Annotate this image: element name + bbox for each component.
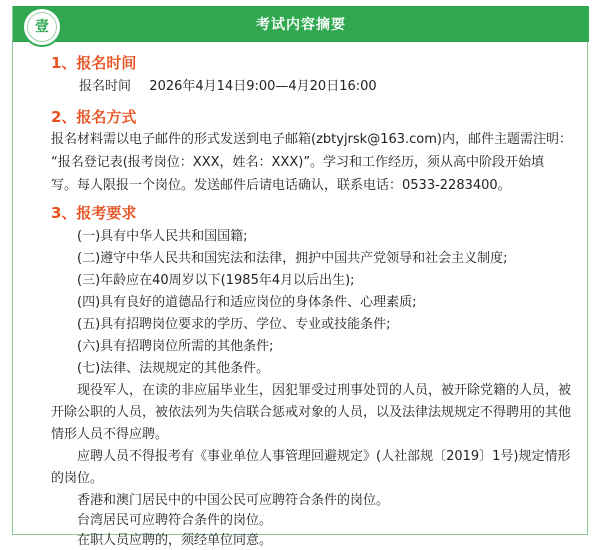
method-line-1: 报名材料需以电子邮件的形式发送到电子邮箱(zbtyjrsk@163.com)内，邮件主题需注明： (51, 132, 572, 147)
registration-time-label: 报名时间 (79, 79, 132, 94)
requirement-item-7: (七)法律、法规规定的其他条件。 (77, 361, 270, 376)
requirement-item-3: (三)年龄应在40周岁以下(1985年4月以后出生); (77, 273, 355, 288)
card-header (13, 6, 589, 42)
section-badge (22, 7, 62, 47)
employed-note: 在职人员应聘的，须经单位同意。 (77, 533, 273, 548)
military-note-line-3: 情形人员不得应聘。 (51, 427, 169, 442)
registration-time-value: 2026年4月14日9:00—4月20日16:00 (149, 79, 377, 94)
card-title: 考试内容摘要 (256, 17, 346, 33)
section-heading-requirements: 3、报考要求 (51, 204, 137, 222)
section-heading-registration-time: 1、报名时间 (51, 54, 137, 72)
requirement-item-2: (二)遵守中华人民共和国宪法和法律，拥护中国共产党领导和社会主义制度; (77, 251, 508, 266)
section-heading-registration-method: 2、报名方式 (51, 108, 137, 126)
requirement-item-5: (五)具有招聘岗位要求的学历、学位、专业或技能条件; (77, 317, 391, 332)
military-note-line-2: 开除公职的人员，被依法列为失信联合惩戒对象的人员，以及法律法规规定不得聘用的其他 (51, 405, 572, 420)
method-line-3: 写。每人限报一个岗位。发送邮件后请电话确认，联系电话：0533-2283400。 (51, 178, 511, 193)
requirement-item-6: (六)具有招聘岗位所需的其他条件; (77, 339, 274, 354)
badge-label: 壹 (27, 12, 57, 42)
avoidance-note-line-1: 应聘人员不得报考有《事业单位人事管理回避规定》(人社部规〔2019〕1号)规定情形 (77, 449, 571, 464)
registration-time-line (79, 78, 377, 96)
requirement-item-4: (四)具有良好的道德品行和适应岗位的身体条件、心理素质; (77, 295, 417, 310)
requirement-item-1: (一)具有中华人民共和国国籍; (77, 229, 248, 244)
summary-card (12, 6, 588, 548)
military-note-line-1: 现役军人，在读的非应届毕业生，因犯罪受过刑事处罚的人员，被开除党籍的人员，被 (77, 383, 572, 398)
hk-macau-note: 香港和澳门居民中的中国公民可应聘符合条件的岗位。 (77, 493, 390, 508)
taiwan-note: 台湾居民可应聘符合条件的岗位。 (77, 513, 273, 528)
avoidance-note-line-2: 的岗位。 (51, 471, 104, 486)
method-line-2: “报名登记表(报考岗位：XXX，姓名：XXX)”。学习和工作经历，须从高中阶段开始填 (51, 155, 545, 170)
